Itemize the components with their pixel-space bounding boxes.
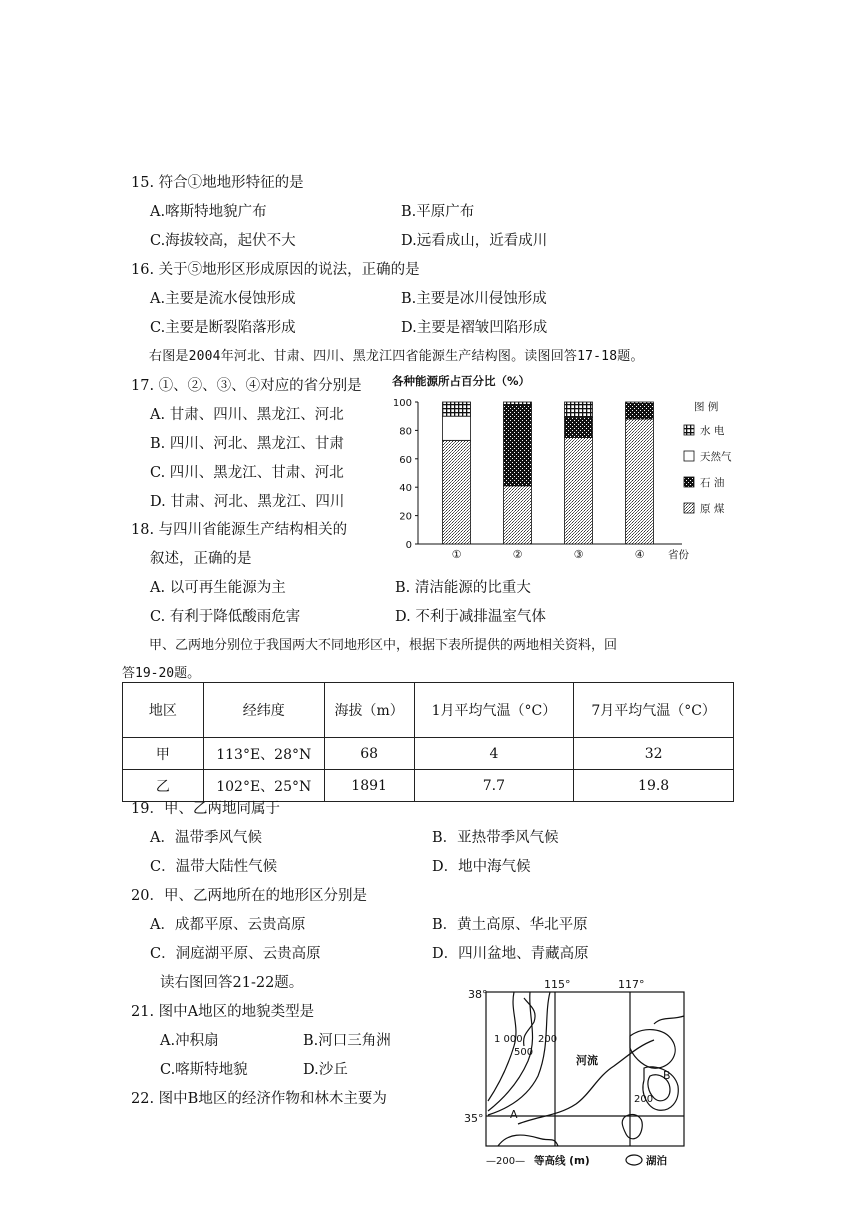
q18-option-a: A. 以可再生能源为主: [150, 580, 286, 596]
table-cell: 19.8: [574, 770, 734, 802]
chart-bar-segment: [504, 486, 532, 544]
contour-label-200: 200: [538, 1034, 558, 1045]
q18-stem-line2: 叙述，正确的是: [150, 551, 252, 567]
q19-stem: 19．甲、乙两地同属于: [131, 801, 280, 817]
chart-y-tick-label: 60: [399, 454, 412, 466]
q15-option-d: D.远看成山，近看成川: [401, 233, 548, 249]
chart-legend-swatch: [684, 477, 694, 487]
q16-option-d: D.主要是褶皱凹陷形成: [401, 320, 548, 336]
map-lon-right: 117°: [618, 978, 645, 991]
q18-option-c: C. 有利于降低酸雨危害: [150, 609, 301, 625]
chart-legend-label: 水 电: [700, 425, 725, 437]
q21-option-b: B.河口三角洲: [303, 1033, 391, 1049]
chart-legend-label: 石 油: [700, 477, 725, 489]
map-legend-contour: 等高线 (m): [534, 1155, 590, 1167]
lake-shape: [622, 1115, 642, 1139]
table-header-cell: 海拔（m）: [324, 683, 414, 738]
table-cell: 32: [574, 738, 734, 770]
q22-stem: 22. 图中B地区的经济作物和林木主要为: [131, 1091, 387, 1107]
map-lat-bottom: 35°: [464, 1112, 484, 1125]
chart-bar-segment: [626, 419, 654, 544]
intro-19-20-line2: 答19-20题。: [122, 666, 201, 681]
map-legend-contour-sample: —200—: [486, 1156, 526, 1167]
q15-stem: 15. 符合①地地形特征的是: [131, 175, 304, 191]
q19-option-d: D．地中海气候: [432, 859, 531, 875]
chart-legend-swatch: [684, 503, 694, 513]
q18-option-b: B. 清洁能源的比重大: [395, 580, 531, 596]
chart-y-tick-label: 20: [399, 511, 412, 523]
table-cell: 4: [414, 738, 574, 770]
chart-bar-segment: [565, 438, 593, 545]
q19-option-a: A．温带季风气候: [150, 830, 262, 846]
table-cell: 1891: [324, 770, 414, 802]
chart-x-tick-label: ③: [573, 548, 584, 561]
chart-legend-label: 原 煤: [700, 503, 725, 515]
chart-x-label: 省份: [668, 549, 689, 561]
q18-stem-line1: 18. 与四川省能源生产结构相关的: [131, 522, 348, 538]
contour-line: [654, 1016, 684, 1024]
q17-option-b: B. 四川、河北、黑龙江、甘肃: [150, 436, 344, 452]
chart-y-tick-label: 80: [399, 426, 412, 438]
intro-19-20-line1: 甲、乙两地分别位于我国两大不同地形区中，根据下表所提供的两地相关资料，回: [149, 638, 618, 653]
chart-bar-segment: [443, 440, 471, 544]
table-cell: 7.7: [414, 770, 574, 802]
chart-legend-swatch: [684, 425, 694, 435]
chart-legend-title: 图 例: [694, 401, 719, 413]
q21-option-d: D.沙丘: [303, 1062, 348, 1078]
q17-option-c: C. 四川、黑龙江、甘肃、河北: [150, 465, 344, 481]
chart-bar-segment: [565, 402, 593, 418]
energy-structure-chart: [386, 372, 758, 568]
contour-line: [498, 1135, 558, 1146]
chart-legend-label: 天然气: [700, 451, 732, 463]
q20-option-b: B．黄土高原、华北平原: [432, 917, 588, 933]
table-cell: 乙: [123, 770, 204, 802]
table-header-cell: 7月平均气温（°C）: [574, 683, 734, 738]
q20-option-a: A．成都平原、云贵高原: [150, 917, 306, 933]
chart-x-tick-label: ④: [634, 548, 645, 561]
intro-17-18: 右图是2004年河北、甘肃、四川、黑龙江四省能源生产结构图。读图回答17-18题。: [149, 349, 644, 364]
table-header-cell: 1月平均气温（°C）: [414, 683, 574, 738]
table-cell: 甲: [123, 738, 204, 770]
chart-x-tick-label: ①: [451, 548, 462, 561]
q20-stem: 20．甲、乙两地所在的地形区分别是: [131, 888, 367, 904]
q21-option-c: C.喀斯特地貌: [160, 1062, 248, 1078]
intro-21-22: 读右图回答21-22题。: [160, 975, 304, 991]
table-row: [123, 738, 734, 770]
table-cell: 113°E、28°N: [203, 738, 324, 770]
contour-line: [524, 998, 535, 1046]
q16-option-c: C.主要是断裂陷落形成: [150, 320, 296, 336]
contour-label-200-b: 200: [634, 1094, 654, 1105]
chart-bar-segment: [565, 418, 593, 438]
topographic-map: [458, 976, 758, 1172]
chart-legend-swatch: [684, 451, 694, 461]
table-cell: 102°E、25°N: [203, 770, 324, 802]
chart-bar-segment: [443, 402, 471, 416]
map-lat-top: 38°: [468, 988, 488, 1001]
q20-option-c: C．洞庭湖平原、云贵高原: [150, 946, 321, 962]
q19-option-b: B．亚热带季风气候: [432, 830, 559, 846]
map-legend-lake: 湖泊: [646, 1155, 667, 1167]
q21-stem: 21. 图中A地区的地貌类型是: [131, 1004, 315, 1020]
chart-x-tick-label: ②: [512, 548, 523, 561]
chart-bar-segment: [504, 402, 532, 405]
chart-y-tick-label: 100: [392, 398, 412, 409]
chart-bar-segment: [626, 402, 654, 403]
map-frame: [486, 992, 684, 1146]
q16-option-b: B.主要是冰川侵蚀形成: [401, 291, 547, 307]
q17-stem: 17. ①、②、③、④对应的省分别是: [131, 378, 362, 394]
q21-option-a: A.冲积扇: [160, 1033, 219, 1049]
climate-data-table: [122, 682, 734, 802]
map-lon-left: 115°: [544, 978, 571, 991]
contour-label-1000: 1 000: [494, 1034, 523, 1045]
chart-y-tick-label: 40: [399, 483, 412, 495]
q16-stem: 16. 关于⑤地形区形成原因的说法，正确的是: [131, 262, 420, 278]
chart-bar-segment: [626, 403, 654, 419]
q20-option-d: D．四川盆地、青藏高原: [432, 946, 589, 962]
q18-option-d: D. 不利于减排温室气体: [395, 609, 546, 625]
table-header-cell: 地区: [123, 683, 204, 738]
q15-option-a: A.喀斯特地貌广布: [150, 204, 267, 220]
chart-title: 各种能源所占百分比（%）: [392, 374, 531, 388]
river-line: [518, 1040, 654, 1124]
q15-option-b: B.平原广布: [401, 204, 475, 220]
q17-option-d: D. 甘肃、河北、黑龙江、四川: [150, 494, 345, 510]
chart-y-tick-label: 0: [405, 540, 412, 551]
point-b-label: B: [663, 1069, 671, 1082]
q16-option-a: A.主要是流水侵蚀形成: [150, 291, 296, 307]
table-header-cell: 经纬度: [203, 683, 324, 738]
q17-option-a: A. 甘肃、四川、黑龙江、河北: [150, 407, 344, 423]
river-label: 河流: [576, 1054, 598, 1067]
q19-option-c: C．温带大陆性气候: [150, 859, 278, 875]
table-cell: 68: [324, 738, 414, 770]
chart-bar-segment: [443, 416, 471, 440]
point-a-label: A: [510, 1108, 518, 1121]
contour-line: [488, 992, 516, 1101]
contour-label-500: 500: [514, 1047, 534, 1058]
q15-option-c: C.海拔较高，起伏不大: [150, 233, 296, 249]
chart-bar-segment: [504, 405, 532, 486]
table-header-row: [123, 683, 734, 738]
lake-legend-icon: [626, 1155, 642, 1165]
